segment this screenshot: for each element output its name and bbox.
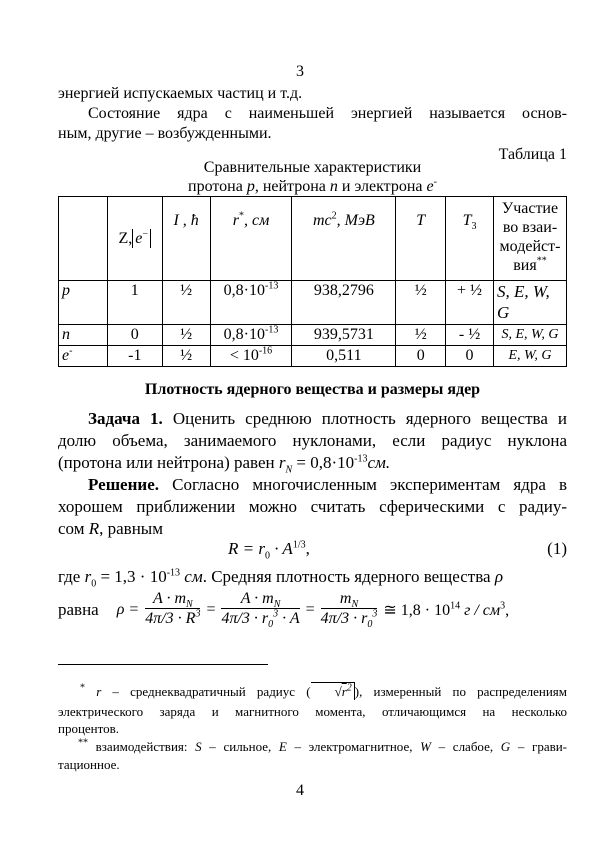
where-prefix: где [58, 567, 81, 586]
footnote-1-text2: , измеренный по распределениям [359, 684, 567, 699]
fraction-3 [321, 590, 378, 629]
paragraph-ground-state-line2: ным, другие – возбужденными. [58, 125, 272, 142]
result-end: , [505, 601, 510, 619]
row-mass: 0,511 [292, 346, 396, 367]
paragraph-ground-state-line1: Состояние ядра с наименьшей энергией называется основ- [88, 105, 567, 122]
row-radius-exp: -13 [265, 324, 279, 336]
table-title-line1: Сравнительные характеристики [203, 159, 422, 176]
task-line1 [58, 408, 567, 430]
row-charge: 1 [107, 281, 162, 325]
row-spin: ½ [162, 325, 210, 346]
fraction-1 [145, 590, 200, 629]
header-charge-e-sup: − [142, 228, 149, 240]
where-r0: r [84, 567, 92, 586]
solution-text: Согласно многочисленным экспериментам ядра в [172, 475, 568, 494]
row-isospin: ½ [396, 325, 446, 346]
footnote-1-mark: * [80, 682, 85, 694]
footnote-2-E: E [278, 739, 287, 754]
solution-line3-text: сом [58, 519, 85, 538]
equation-1 [228, 537, 428, 561]
header-mass-unit: , МэВ [336, 212, 375, 229]
row-isospin3: - ½ [446, 325, 494, 346]
footnote-2-mark: ** [78, 737, 88, 749]
footnote-2-S: S [195, 739, 202, 754]
row-radius-base: 0,8·10 [223, 326, 265, 343]
f2-den-sub: 0 [268, 619, 274, 631]
equals-word: равна [58, 599, 99, 619]
task-text: Оценить среднюю плотность ядерного вещества и [172, 409, 567, 428]
footnote-2-text: – сильное, [201, 739, 279, 754]
solution-line1 [58, 474, 567, 496]
table-label: Таблица 1 [498, 146, 567, 163]
footnote-1-sqrt-r: r [341, 684, 347, 699]
row-isospin: ½ [396, 281, 446, 325]
header-interactions-l2: во взаи- [502, 219, 558, 236]
eq1-mid: · A [269, 539, 293, 558]
header-radius-unit: , см [243, 212, 270, 229]
solution-line2: хорошем приближении можно считать сферическими с радиу- [58, 497, 567, 516]
header-charge [107, 197, 162, 281]
f3-den-sup: 3 [372, 608, 378, 620]
table-title-line2 [58, 177, 567, 196]
header-radius [210, 197, 292, 281]
f3-num-sub: N [351, 599, 359, 611]
result-value: ≅ 1,8 · 10 [383, 601, 451, 619]
header-isospin: T [396, 197, 446, 281]
f2-num: A · m [240, 590, 274, 607]
where-rho: ρ [494, 567, 503, 586]
task-rn-unit: см. [367, 453, 391, 472]
paragraph-continuation: энергией испускаемых частиц и т.д. [58, 85, 303, 102]
fraction-1-num [145, 590, 200, 609]
header-charge-text: Z, [118, 230, 133, 247]
header-mass-mc: mc [312, 212, 332, 229]
footnote-2-G: G [500, 739, 511, 754]
table-title [58, 158, 567, 196]
row-particle [59, 281, 108, 325]
row-particle-sup: - [69, 345, 73, 357]
fraction-2-num [221, 590, 299, 609]
row-charge: -1 [107, 346, 162, 367]
header-particle [59, 197, 108, 281]
table-title-text: и электрона [337, 178, 423, 195]
row-radius-base: 0,8·10 [223, 282, 265, 299]
eq1-sub: 0 [264, 550, 270, 562]
solution-R: R [88, 519, 100, 538]
f2-num-sub: N [273, 599, 281, 611]
fraction-1-den [145, 609, 200, 629]
header-isospin3-t: T [462, 212, 472, 229]
header-interactions-l1: Участие [501, 200, 559, 217]
equals-sign: = [206, 600, 216, 618]
row-particle-symbol: n [62, 326, 70, 343]
header-spin: I , ħ [162, 197, 210, 281]
row-particle-symbol: p [62, 282, 70, 299]
row-mass: 939,5731 [292, 325, 396, 346]
footnote-1-r: r [96, 684, 102, 699]
footnote-1-line2: электрического заряда и магнитного момента, отличающимся на несколько [58, 704, 567, 719]
equation-1-number: (1) [547, 539, 567, 558]
footnote-2-text: – слабое, [430, 739, 501, 754]
footnote-2-line1 [58, 738, 567, 755]
density-result [383, 600, 509, 620]
row-interactions: S, E, W, G [493, 281, 566, 325]
f2-den-tail: · A [278, 610, 300, 627]
header-charge-e: e [135, 230, 143, 247]
row-isospin3: + ½ [446, 281, 494, 325]
header-interactions-l4-text: вия [513, 257, 537, 274]
f1-den-sup: 3 [195, 608, 201, 620]
row-radius [210, 281, 292, 325]
where-value: = 1,3 · 10 [96, 567, 167, 586]
header-charge-abs [132, 229, 151, 248]
task-rn-exp: -13 [354, 453, 368, 465]
where-unit: см [184, 567, 203, 586]
row-particle [59, 325, 108, 346]
footer-page-number: 4 [296, 782, 304, 799]
task-line3-text: (протона или нейтрона) равен [58, 453, 275, 472]
task-rn-sub: N [285, 464, 293, 476]
row-particle-symbol: e [62, 347, 70, 364]
f1-den: 4π/3 · R [145, 610, 196, 627]
footnote-1-line1: * r – среднеквадратичный радиус ( $√r^2$ ), измеренный по распределениям [80, 682, 567, 699]
row-radius [210, 346, 292, 367]
row-particle [59, 346, 108, 367]
where-suffix: . Средняя плотность ядерного вещества [202, 567, 491, 586]
section-heading: Плотность ядерного вещества и размеры ядер [144, 381, 481, 398]
row-radius-exp: -13 [265, 280, 279, 292]
row-interactions: E, W, G [493, 346, 566, 367]
where-r0-sub: 0 [91, 578, 97, 590]
header-interactions [493, 197, 566, 281]
eq1-lhs: R = r [228, 539, 265, 558]
solution-line3-suffix: , равным [99, 519, 163, 538]
task-rn: r [278, 453, 286, 472]
footnote-divider [58, 664, 268, 665]
task-line3 [58, 452, 567, 474]
table-row [59, 281, 567, 325]
f2-den-sup: 3 [273, 608, 279, 620]
row-isospin: 0 [396, 346, 446, 367]
header-isospin3 [446, 197, 494, 281]
f2-den: 4π/3 · r [221, 610, 269, 627]
result-unit: г / см [464, 601, 501, 619]
header-isospin3-sub: 3 [471, 221, 477, 233]
table-header-row [59, 197, 567, 281]
fraction-2-den [221, 609, 299, 629]
footnote-2-W: W [420, 739, 431, 754]
f1-num: A · m [152, 590, 186, 607]
eq1-end: , [305, 539, 310, 558]
footnote-2-text: – электромагнитное, [286, 739, 421, 754]
row-charge: 0 [107, 325, 162, 346]
footnote-2-text: взаимодействия: [95, 739, 196, 754]
rho-equals: ρ = [116, 600, 140, 618]
table-row [59, 346, 567, 367]
task-line2: долю объема, занимаемого нуклонами, если радиус нуклона [58, 431, 567, 450]
row-mass: 938,2796 [292, 281, 396, 325]
density-formula [58, 590, 567, 629]
header-interactions-l4 [496, 256, 564, 275]
footnote-2-text: – грави- [510, 739, 568, 754]
footnote-1-sqrt-sup: 2 [346, 682, 352, 694]
footnote-2-line2: тационное. [58, 757, 120, 772]
footnote-1-sqrt: $√r^2$ [311, 682, 355, 700]
footnote-1-text: – среднеквадратичный радиус [101, 684, 307, 699]
table-title-n: n [329, 178, 338, 195]
header-interactions-sup: ** [536, 255, 547, 267]
equals-sign: = [305, 600, 315, 618]
solution-label: Решение. [88, 475, 159, 494]
table-title-text: , нейтрона [254, 178, 326, 195]
header-mass [292, 197, 396, 281]
header-mass-sup: 2 [331, 210, 337, 222]
header-page-number: 3 [296, 63, 304, 80]
f3-num: m [339, 590, 352, 607]
task-label: Задача 1. [88, 409, 163, 428]
table-title-e: e [426, 178, 434, 195]
result-exp: 14 [450, 600, 461, 612]
f1-num-sub: N [186, 599, 193, 611]
table-title-e-sup: - [433, 176, 437, 188]
task-rn-value: = 0,8·10 [292, 453, 355, 472]
table-title-text: протона [188, 178, 243, 195]
header-radius-r: r [232, 212, 239, 229]
row-spin: ½ [162, 281, 210, 325]
row-spin: ½ [162, 346, 210, 367]
fraction-2 [221, 590, 299, 629]
f3-den: 4π/3 · r [320, 610, 368, 627]
header-radius-sup: * [238, 210, 244, 222]
fraction-3-den [321, 609, 378, 629]
fraction-3-num [321, 590, 378, 609]
where-exp: -13 [166, 567, 181, 579]
header-interactions-l3: модейст- [499, 238, 561, 255]
result-unit-sup: 3 [500, 600, 506, 612]
row-interactions: S, E, W, G [493, 325, 566, 346]
table-row [59, 325, 567, 346]
row-radius-exp: -16 [258, 345, 273, 357]
f3-den-sub: 0 [367, 619, 373, 631]
row-radius [210, 325, 292, 346]
row-isospin3: 0 [446, 346, 494, 367]
where-line [58, 566, 567, 588]
row-radius-base: < 10 [229, 347, 259, 364]
particle-table [58, 196, 567, 367]
eq1-sup: 1/3 [292, 539, 306, 551]
table-title-p: p [246, 178, 255, 195]
footnote-1-line3: процентов. [58, 721, 120, 736]
